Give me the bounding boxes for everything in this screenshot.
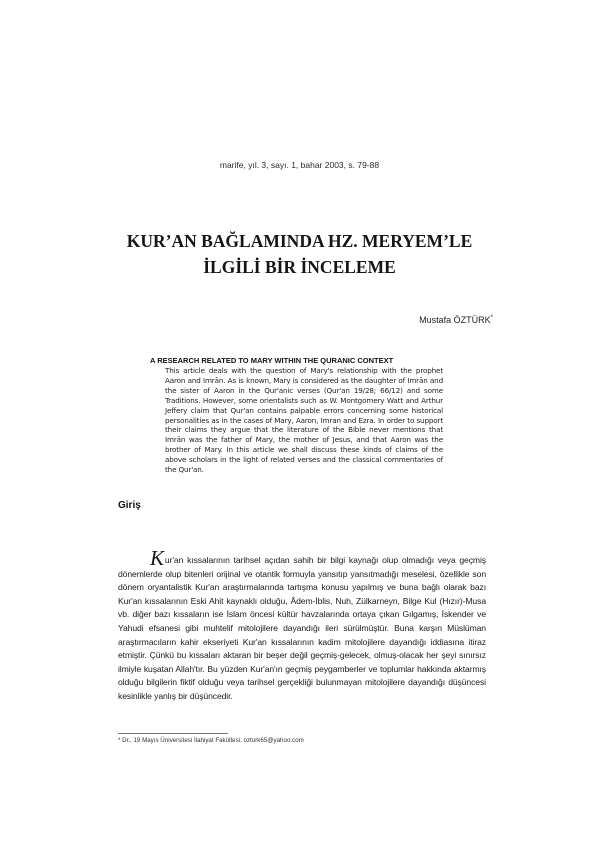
author-footnote-marker: * [490,315,493,321]
author-name: Mustafa ÖZTÜRK [419,315,491,325]
article-title-line-2: İLGİLİ BİR İNCELEME [203,257,396,277]
body-paragraph [118,546,486,704]
article-title-line-1: KUR’AN BAĞLAMINDA HZ. MERYEM’LE [126,231,473,251]
footnote: * Dr., 19 Mayıs Üniversitesi İlahiyat Fakültesi, ozturk65@yahoo.com [118,737,304,744]
body-paragraph-text: ur'an kıssalarının tarihsel açıdan sahih bir bilgi kaynağı olup olmadığı veya geçmiş dönemlerde olup bitenleri orijinal ve otantik formuyla yansıtıp yansıtmadığı meselesi, özellikle son dönem oryantalistik Kur'an araştırmalarında tartışma konusu yapılmış ve buna bağlı olarak bazı Kur'an kıssalarının Eski Ahit kaynaklı olduğu, Âdem-İblis, Nuh, Zülkarneyn, Bilge Kul (Hızır)-Musa vb. diğer bazı kıssaların ise İslam öncesi kültür havzalarında ortaya çıkan Gılgamış, İskender ve Yahudi efsanesi gibi muhtelif mitolojilere dayandığı ileri sürülmüştür. Buna karşın Müslüman araştırmacıların kahir ekseriyeti Kur'an kıssalarının kadim mitolojilere dayandığı iddiasına itiraz etmiştir. Çünkü bu kıssaları aktaran bir beşer değil geçmiş-gelecek, olmuş-olacak her şeyi sınırsız ilmiyle kuşatan Allah'tır. Bu yüzden Kur'an'ın geçmiş peygamberler ve toplumlar hakkında aktarmış olduğu bilgilerin fiktif olduğu veya tarihsel gerçekliği bulunmayan mitolojilere dayandığı düşüncesi kesinlikle yanlış bir düşüncedir. [118,555,486,701]
author [419,315,493,325]
article-title [0,228,599,280]
abstract-title: A RESEARCH RELATED TO MARY WITHIN THE QURANIC CONTEXT [150,356,394,365]
abstract-text: This article deals with the question of Mary's relationship with the prophet Aaron and Imrān. As is known, Mary is considered as the daughter of Imrān and the sister of Aaron in the Qur'anic verses (Qur'an 19/28; 66/12) and some Traditions. However, some orientalists such as W. Montgomery Watt and Arthur Jeffery claim that Qur'an contains palpable errors concerning some historical personalities as in the cases of Mary, Aaron, Imran and Ezra. In order to support their claims they argue that the literature of the Bible never mentions that Imrān was the father of Mary, the mother of Jesus, and that Aaron was the brother of Mary. In this article we shall discuss these kinds of claims of the above scholars in the light of related verses and the classical commentaries of the Qur'an. [165,366,443,475]
section-heading: Giriş [118,500,141,511]
footnote-divider [118,733,228,734]
journal-citation: marife, yıl. 3, sayı. 1, bahar 2003, s. 79-88 [219,160,380,170]
drop-cap: K [150,546,164,570]
